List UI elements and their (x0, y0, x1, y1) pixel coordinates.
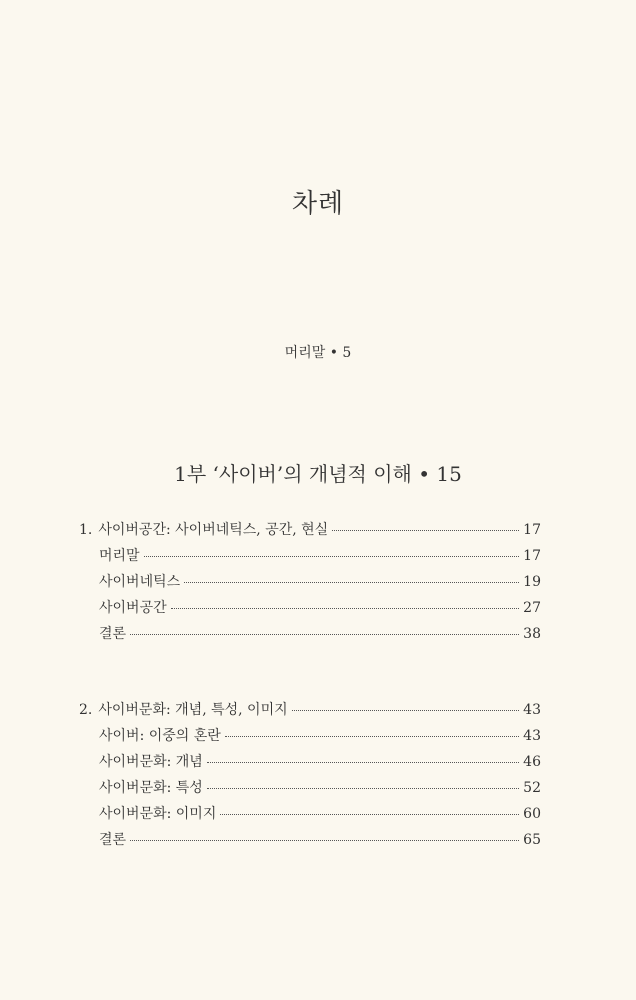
page-number: 52 (523, 780, 541, 796)
chapter-row (79, 699, 541, 725)
preface-entry: 머리말 • 5 (284, 345, 352, 361)
toc-chapter-2 (79, 699, 541, 855)
section-title: 머리말 (99, 548, 140, 564)
section-row (79, 571, 541, 597)
section-row (79, 777, 541, 803)
section-title: 결론 (99, 626, 127, 642)
section-title: 사이버: 이중의 혼란 (99, 728, 221, 744)
dot-leader (220, 814, 519, 815)
page-number: 60 (523, 806, 541, 822)
dot-leader (207, 788, 519, 789)
page-number: 17 (523, 522, 541, 538)
chapter-number: 2. (79, 702, 93, 718)
part-heading: 1부 ‘사이버’의 개념적 이해 • 15 (174, 462, 462, 486)
section-title: 사이버문화: 특성 (99, 780, 203, 796)
dot-leader (144, 556, 519, 557)
dot-leader (292, 710, 519, 711)
dot-leader (130, 840, 519, 841)
toc-chapter-1 (79, 519, 541, 649)
section-row (79, 597, 541, 623)
chapter-row (79, 519, 541, 545)
section-row (79, 725, 541, 751)
page-number: 43 (523, 728, 541, 744)
page-number: 19 (523, 574, 541, 590)
chapter-number: 1. (79, 522, 93, 538)
section-title: 사이버공간 (99, 600, 167, 616)
page-number: 17 (523, 548, 541, 564)
dot-leader (207, 762, 519, 763)
dot-leader (184, 582, 519, 583)
page-number: 43 (523, 702, 541, 718)
section-row (79, 829, 541, 855)
page-number: 65 (523, 832, 541, 848)
section-title: 결론 (99, 832, 127, 848)
section-title: 사이버문화: 개념 (99, 754, 203, 770)
section-row (79, 803, 541, 829)
dot-leader (171, 608, 519, 609)
section-row (79, 623, 541, 649)
page-number: 46 (523, 754, 541, 770)
chapter-title: 사이버문화: 개념, 특성, 이미지 (98, 702, 288, 718)
chapter-title: 사이버공간: 사이버네틱스, 공간, 현실 (98, 522, 329, 538)
page-number: 27 (523, 600, 541, 616)
page-title: 차례 (291, 189, 345, 219)
dot-leader (225, 736, 519, 737)
section-row (79, 545, 541, 571)
dot-leader (332, 530, 519, 531)
section-title: 사이버문화: 이미지 (99, 806, 217, 822)
section-row (79, 751, 541, 777)
page-number: 38 (523, 626, 541, 642)
section-title: 사이버네틱스 (99, 574, 181, 590)
dot-leader (130, 634, 519, 635)
